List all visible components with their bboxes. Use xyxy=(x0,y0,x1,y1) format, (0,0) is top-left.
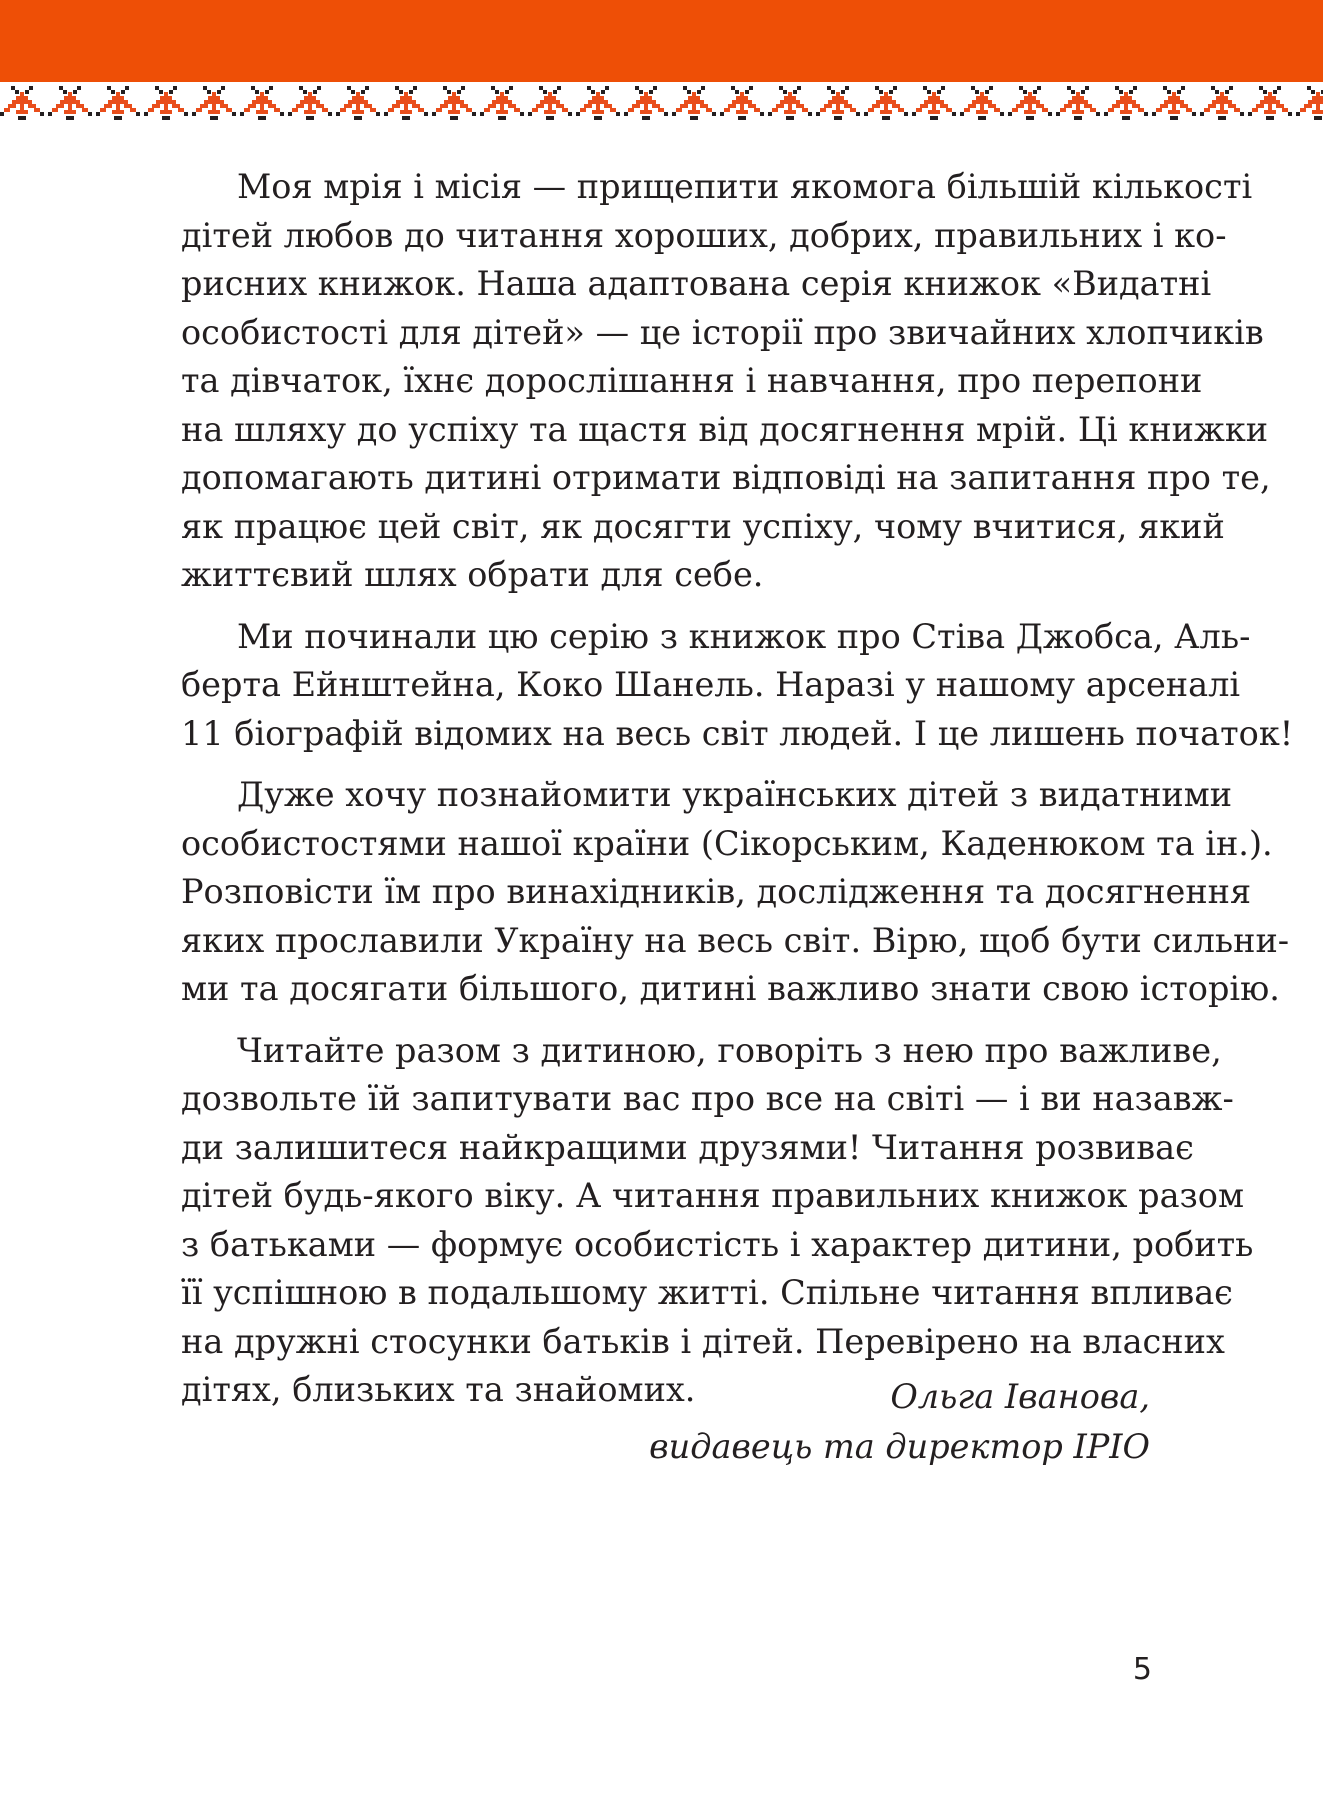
ornament-motif xyxy=(576,86,620,120)
text-line: життєвий шлях обрати для себе. xyxy=(181,555,764,594)
text-line: яких прославили Україну на весь світ. Вірю, щоб бути сильни- xyxy=(181,920,1290,960)
text-line: ми та досягати більшого, дитині важливо знати свою історію. xyxy=(181,969,1280,1008)
text-line: Дуже хочу познайомити українських дітей з видатними xyxy=(237,775,1233,814)
ornament-motif xyxy=(288,86,332,120)
ornament-motif xyxy=(672,86,716,120)
ornament-motif xyxy=(432,86,476,120)
text-line: берта Ейнштейна, Коко Шанель. Наразі у нашому арсеналі xyxy=(181,665,1241,704)
text-line: її успішною в подальшому житті. Спільне читання впливає xyxy=(181,1273,1233,1312)
ornament-motif xyxy=(768,86,812,120)
text-line: дозвольте їй запитувати вас про все на світі — і ви назавж- xyxy=(181,1079,1234,1118)
ornament-motif xyxy=(720,86,764,120)
ornament-motif xyxy=(912,86,956,120)
page-number: 5 xyxy=(1132,1652,1152,1687)
text-line: Розповісти їм про винахідників, дослідження та досягнення xyxy=(181,872,1252,911)
signature-block xyxy=(649,1372,1150,1472)
text-line: допомагають дитині отримати відповіді на запитання про те, xyxy=(181,458,1271,497)
ornament-motif xyxy=(816,86,860,120)
ornament-motif xyxy=(0,86,44,120)
ornament-motif xyxy=(864,86,908,120)
text-line: ди залишитеся найкращими друзями! Читання розвиває xyxy=(181,1127,1194,1167)
text-line: особистостями нашої країни (Сікорським, Каденюком та ін.). xyxy=(181,823,1273,863)
top-color-band xyxy=(0,0,1323,82)
text-line: та дівчаток, їхнє дорослішання і навчання, про перепони xyxy=(181,361,1203,400)
text-line: як працює цей світ, як досягти успіху, чому вчитися, який xyxy=(181,506,1225,546)
text-line: дітей будь-якого віку. А читання правильних книжок разом xyxy=(181,1176,1245,1215)
signature-role: видавець та директор ІРІО xyxy=(649,1427,1150,1466)
ornament-motif xyxy=(528,86,572,120)
text-line: на дружні стосунки батьків і дітей. Перевірено на власних xyxy=(181,1321,1225,1361)
ornament-motif xyxy=(384,86,428,120)
paragraph-1 xyxy=(181,163,1271,600)
ornament-motif xyxy=(144,86,188,120)
text-line: дітях, близьких та знайомих. xyxy=(181,1370,696,1409)
text-line: з батьками — формує особистість і характер дитини, робить xyxy=(181,1224,1254,1264)
text-line: дітей любов до читання хороших, добрих, правильних і ко- xyxy=(181,215,1227,255)
paragraph-2 xyxy=(181,613,1294,759)
ornament-motif xyxy=(48,86,92,120)
text-line: Читайте разом з дитиною, говоріть з нею про важливе, xyxy=(237,1030,1222,1070)
paragraph-4 xyxy=(181,1027,1254,1415)
text-line: Моя мрія і місія — прищепити якомога більшій кількості xyxy=(237,167,1253,206)
ornament-motif xyxy=(1056,86,1100,120)
ornament-motif xyxy=(480,86,524,120)
foreword-text xyxy=(181,163,1294,1428)
ornament-motif xyxy=(1152,86,1196,120)
ornament-motif xyxy=(1200,86,1244,120)
paragraph-3 xyxy=(181,771,1290,1014)
ornament-motif xyxy=(336,86,380,120)
text-line: особистості для дітей» — це історії про звичайних хлопчиків xyxy=(181,312,1264,352)
ornament-motif xyxy=(96,86,140,120)
ornament-motif xyxy=(1008,86,1052,120)
ornament-motif xyxy=(1104,86,1148,120)
signature-name: Ольга Іванова, xyxy=(890,1377,1150,1416)
ornament-motif xyxy=(1296,86,1323,120)
text-line: Ми починали цю серію з книжок про Стіва Джобса, Аль- xyxy=(237,616,1251,656)
text-line: 11 біографій відомих на весь світ людей. І це лишень початок! xyxy=(181,713,1294,753)
ornament-motif xyxy=(240,86,284,120)
ornament-motif xyxy=(624,86,668,120)
ornament-motif xyxy=(960,86,1004,120)
ornament-motif xyxy=(192,86,236,120)
text-line: на шляху до успіху та щастя від досягнення мрій. Ці книжки xyxy=(181,409,1269,449)
embroidery-ornament-border xyxy=(0,84,1323,120)
ornament-motif xyxy=(1248,86,1292,120)
text-line: рисних книжок. Наша адаптована серія книжок «Видатні xyxy=(181,264,1212,303)
